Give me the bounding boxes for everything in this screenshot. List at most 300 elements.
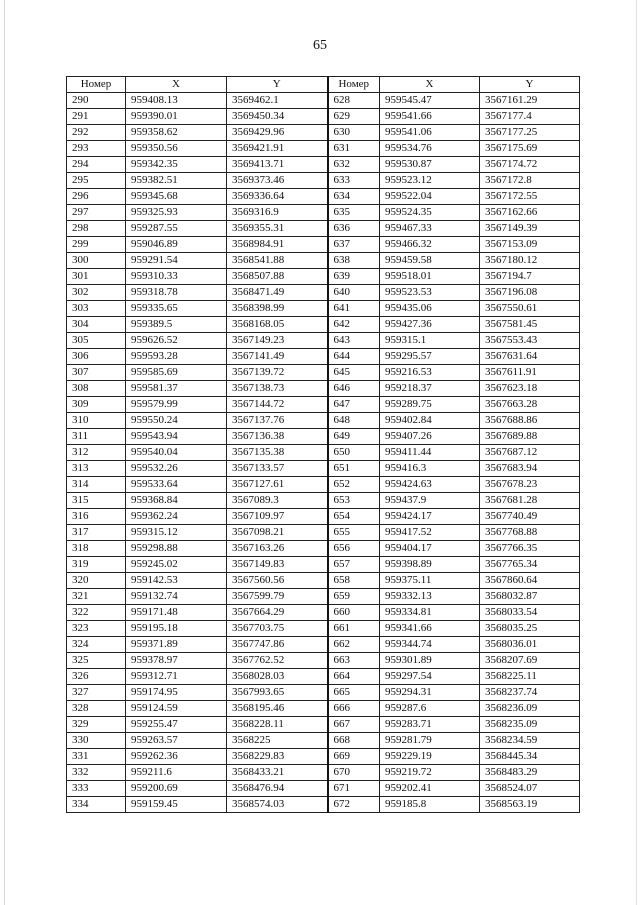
table-row — [67, 797, 580, 813]
cell-x-left: 959579.99 — [126, 397, 227, 413]
table-row — [67, 445, 580, 461]
header-y-left: Y — [227, 77, 328, 93]
table-row — [67, 605, 580, 621]
cell-number-left: 299 — [67, 237, 126, 253]
cell-x-right: 959398.89 — [380, 557, 480, 573]
cell-y-right: 3567688.86 — [480, 413, 580, 429]
cell-y-right: 3568483.29 — [480, 765, 580, 781]
cell-x-left: 959262.36 — [126, 749, 227, 765]
cell-x-right: 959202.41 — [380, 781, 480, 797]
cell-number-right: 648 — [328, 413, 380, 429]
table-row — [67, 429, 580, 445]
cell-x-right: 959534.76 — [380, 141, 480, 157]
cell-y-left: 3567163.26 — [227, 541, 328, 557]
cell-x-right: 959411.44 — [380, 445, 480, 461]
cell-number-right: 665 — [328, 685, 380, 701]
cell-number-left: 291 — [67, 109, 126, 125]
cell-x-left: 959533.64 — [126, 477, 227, 493]
cell-y-left: 3568507.88 — [227, 269, 328, 285]
table-row — [67, 493, 580, 509]
cell-y-left: 3567089.3 — [227, 493, 328, 509]
cell-y-right: 3567581.45 — [480, 317, 580, 333]
cell-y-right: 3567177.4 — [480, 109, 580, 125]
cell-x-left: 959350.56 — [126, 141, 227, 157]
cell-y-left: 3567139.72 — [227, 365, 328, 381]
cell-x-left: 959382.51 — [126, 173, 227, 189]
cell-number-right: 641 — [328, 301, 380, 317]
table-row — [67, 477, 580, 493]
cell-x-left: 959368.84 — [126, 493, 227, 509]
cell-x-left: 959200.69 — [126, 781, 227, 797]
cell-x-left: 959345.68 — [126, 189, 227, 205]
cell-y-right: 3568225.11 — [480, 669, 580, 685]
cell-number-right: 649 — [328, 429, 380, 445]
cell-x-left: 959371.89 — [126, 637, 227, 653]
table-row — [67, 269, 580, 285]
cell-x-right: 959522.04 — [380, 189, 480, 205]
cell-number-left: 311 — [67, 429, 126, 445]
cell-x-right: 959424.17 — [380, 509, 480, 525]
cell-number-left: 295 — [67, 173, 126, 189]
table-row — [67, 237, 580, 253]
cell-y-left: 3568225 — [227, 733, 328, 749]
table-row — [67, 285, 580, 301]
cell-number-left: 305 — [67, 333, 126, 349]
table-row — [67, 365, 580, 381]
cell-y-right: 3567153.09 — [480, 237, 580, 253]
table-row — [67, 349, 580, 365]
cell-number-right: 636 — [328, 221, 380, 237]
cell-x-left: 959159.45 — [126, 797, 227, 813]
cell-x-left: 959298.88 — [126, 541, 227, 557]
cell-number-right: 669 — [328, 749, 380, 765]
cell-y-left: 3568476.94 — [227, 781, 328, 797]
table-row — [67, 573, 580, 589]
cell-number-right: 666 — [328, 701, 380, 717]
cell-number-right: 628 — [328, 93, 380, 109]
cell-number-right: 637 — [328, 237, 380, 253]
cell-number-left: 296 — [67, 189, 126, 205]
table-row — [67, 205, 580, 221]
cell-y-left: 3569462.1 — [227, 93, 328, 109]
cell-y-left: 3567560.56 — [227, 573, 328, 589]
cell-y-right: 3567177.25 — [480, 125, 580, 141]
cell-x-right: 959218.37 — [380, 381, 480, 397]
cell-x-right: 959427.36 — [380, 317, 480, 333]
cell-x-right: 959541.06 — [380, 125, 480, 141]
table-row — [67, 397, 580, 413]
cell-x-left: 959287.55 — [126, 221, 227, 237]
header-y-right: Y — [480, 77, 580, 93]
cell-y-right: 3567687.12 — [480, 445, 580, 461]
cell-y-right: 3568524.07 — [480, 781, 580, 797]
table-row — [67, 685, 580, 701]
cell-number-right: 653 — [328, 493, 380, 509]
cell-number-right: 639 — [328, 269, 380, 285]
cell-number-left: 293 — [67, 141, 126, 157]
cell-y-left: 3569336.64 — [227, 189, 328, 205]
cell-y-right: 3567663.28 — [480, 397, 580, 413]
cell-y-right: 3567860.64 — [480, 573, 580, 589]
cell-number-left: 290 — [67, 93, 126, 109]
cell-number-right: 630 — [328, 125, 380, 141]
cell-x-left: 959325.93 — [126, 205, 227, 221]
cell-y-left: 3567135.38 — [227, 445, 328, 461]
table-row — [67, 253, 580, 269]
cell-number-right: 647 — [328, 397, 380, 413]
cell-y-right: 3567553.43 — [480, 333, 580, 349]
cell-y-left: 3567133.57 — [227, 461, 328, 477]
table-row — [67, 413, 580, 429]
cell-number-left: 319 — [67, 557, 126, 573]
table-row — [67, 189, 580, 205]
cell-y-left: 3568433.21 — [227, 765, 328, 781]
cell-x-left: 959358.62 — [126, 125, 227, 141]
cell-x-right: 959524.35 — [380, 205, 480, 221]
cell-x-right: 959404.17 — [380, 541, 480, 557]
table-row — [67, 749, 580, 765]
cell-x-left: 959310.33 — [126, 269, 227, 285]
table-row — [67, 317, 580, 333]
cell-number-right: 662 — [328, 637, 380, 653]
cell-y-left: 3567141.49 — [227, 349, 328, 365]
cell-y-left: 3569373.46 — [227, 173, 328, 189]
cell-number-left: 321 — [67, 589, 126, 605]
cell-x-right: 959407.26 — [380, 429, 480, 445]
cell-y-right: 3567174.72 — [480, 157, 580, 173]
cell-y-right: 3567149.39 — [480, 221, 580, 237]
cell-x-right: 959229.19 — [380, 749, 480, 765]
cell-number-right: 657 — [328, 557, 380, 573]
cell-number-right: 656 — [328, 541, 380, 557]
cell-number-left: 297 — [67, 205, 126, 221]
cell-x-left: 959342.35 — [126, 157, 227, 173]
table-row — [67, 221, 580, 237]
cell-x-right: 959459.58 — [380, 253, 480, 269]
cell-number-right: 642 — [328, 317, 380, 333]
cell-number-left: 322 — [67, 605, 126, 621]
cell-y-right: 3567196.08 — [480, 285, 580, 301]
cell-y-right: 3568237.74 — [480, 685, 580, 701]
cell-y-right: 3567631.64 — [480, 349, 580, 365]
cell-x-right: 959289.75 — [380, 397, 480, 413]
cell-number-left: 323 — [67, 621, 126, 637]
cell-number-right: 672 — [328, 797, 380, 813]
cell-y-left: 3567149.23 — [227, 333, 328, 349]
cell-number-left: 307 — [67, 365, 126, 381]
cell-y-right: 3568033.54 — [480, 605, 580, 621]
cell-number-right: 670 — [328, 765, 380, 781]
cell-y-left: 3567138.73 — [227, 381, 328, 397]
cell-number-left: 326 — [67, 669, 126, 685]
cell-x-right: 959295.57 — [380, 349, 480, 365]
table-row — [67, 733, 580, 749]
cell-number-right: 643 — [328, 333, 380, 349]
table-row — [67, 381, 580, 397]
cell-x-right: 959283.71 — [380, 717, 480, 733]
cell-x-left: 959378.97 — [126, 653, 227, 669]
table-row — [67, 653, 580, 669]
cell-y-right: 3567175.69 — [480, 141, 580, 157]
cell-number-right: 644 — [328, 349, 380, 365]
cell-x-right: 959435.06 — [380, 301, 480, 317]
table-row — [67, 669, 580, 685]
cell-number-right: 632 — [328, 157, 380, 173]
cell-y-left: 3569429.96 — [227, 125, 328, 141]
cell-number-right: 652 — [328, 477, 380, 493]
cell-y-right: 3568234.59 — [480, 733, 580, 749]
cell-x-right: 959530.87 — [380, 157, 480, 173]
cell-y-left: 3568229.83 — [227, 749, 328, 765]
header-number-right: Номер — [328, 77, 380, 93]
cell-x-left: 959174.95 — [126, 685, 227, 701]
cell-x-left: 959550.24 — [126, 413, 227, 429]
table-row — [67, 637, 580, 653]
cell-number-left: 308 — [67, 381, 126, 397]
cell-number-left: 301 — [67, 269, 126, 285]
cell-number-left: 329 — [67, 717, 126, 733]
cell-y-left: 3567762.52 — [227, 653, 328, 669]
cell-x-right: 959334.81 — [380, 605, 480, 621]
table-row — [67, 589, 580, 605]
cell-y-left: 3569316.9 — [227, 205, 328, 221]
cell-number-left: 309 — [67, 397, 126, 413]
table-row — [67, 717, 580, 733]
cell-number-left: 334 — [67, 797, 126, 813]
cell-y-right: 3567765.34 — [480, 557, 580, 573]
table-row — [67, 109, 580, 125]
cell-x-right: 959332.13 — [380, 589, 480, 605]
cell-y-left: 3569413.71 — [227, 157, 328, 173]
cell-x-right: 959545.47 — [380, 93, 480, 109]
cell-y-right: 3567740.49 — [480, 509, 580, 525]
cell-x-right: 959219.72 — [380, 765, 480, 781]
cell-number-left: 317 — [67, 525, 126, 541]
table-row — [67, 301, 580, 317]
cell-number-right: 661 — [328, 621, 380, 637]
cell-x-left: 959142.53 — [126, 573, 227, 589]
cell-number-left: 304 — [67, 317, 126, 333]
table-header-row — [67, 77, 580, 93]
table-row — [67, 701, 580, 717]
table-row — [67, 525, 580, 541]
cell-x-left: 959211.6 — [126, 765, 227, 781]
cell-x-left: 959626.52 — [126, 333, 227, 349]
cell-y-right: 3568035.25 — [480, 621, 580, 637]
cell-y-right: 3567172.55 — [480, 189, 580, 205]
scan-edge-right — [636, 0, 637, 905]
cell-number-right: 658 — [328, 573, 380, 589]
cell-x-right: 959541.66 — [380, 109, 480, 125]
cell-number-right: 659 — [328, 589, 380, 605]
table-row — [67, 461, 580, 477]
cell-y-right: 3567689.88 — [480, 429, 580, 445]
cell-number-right: 638 — [328, 253, 380, 269]
cell-number-left: 314 — [67, 477, 126, 493]
table-body — [67, 93, 580, 813]
cell-y-left: 3567747.86 — [227, 637, 328, 653]
cell-x-right: 959216.53 — [380, 365, 480, 381]
table-row — [67, 621, 580, 637]
cell-y-left: 3568574.03 — [227, 797, 328, 813]
cell-y-left: 3568471.49 — [227, 285, 328, 301]
cell-number-left: 300 — [67, 253, 126, 269]
cell-number-left: 298 — [67, 221, 126, 237]
cell-x-right: 959341.66 — [380, 621, 480, 637]
cell-x-left: 959195.18 — [126, 621, 227, 637]
cell-x-right: 959437.9 — [380, 493, 480, 509]
table-row — [67, 557, 580, 573]
cell-y-left: 3568195.46 — [227, 701, 328, 717]
header-x-right: X — [380, 77, 480, 93]
cell-y-left: 3569355.31 — [227, 221, 328, 237]
cell-y-right: 3567162.66 — [480, 205, 580, 221]
cell-y-left: 3569450.34 — [227, 109, 328, 125]
cell-number-left: 332 — [67, 765, 126, 781]
cell-x-right: 959185.8 — [380, 797, 480, 813]
table-row — [67, 157, 580, 173]
cell-y-right: 3568236.09 — [480, 701, 580, 717]
cell-x-left: 959390.01 — [126, 109, 227, 125]
cell-y-left: 3567136.38 — [227, 429, 328, 445]
cell-x-left: 959263.57 — [126, 733, 227, 749]
cell-y-left: 3567599.79 — [227, 589, 328, 605]
cell-y-left: 3568228.11 — [227, 717, 328, 733]
cell-number-left: 294 — [67, 157, 126, 173]
cell-x-right: 959424.63 — [380, 477, 480, 493]
table-row — [67, 93, 580, 109]
cell-number-left: 313 — [67, 461, 126, 477]
cell-x-right: 959467.33 — [380, 221, 480, 237]
cell-number-left: 331 — [67, 749, 126, 765]
cell-x-left: 959318.78 — [126, 285, 227, 301]
cell-y-left: 3568028.03 — [227, 669, 328, 685]
cell-number-right: 667 — [328, 717, 380, 733]
cell-number-left: 303 — [67, 301, 126, 317]
cell-x-left: 959245.02 — [126, 557, 227, 573]
cell-x-right: 959375.11 — [380, 573, 480, 589]
header-number-left: Номер — [67, 77, 126, 93]
cell-x-right: 959281.79 — [380, 733, 480, 749]
cell-number-right: 655 — [328, 525, 380, 541]
cell-x-right: 959287.6 — [380, 701, 480, 717]
cell-y-left: 3567137.76 — [227, 413, 328, 429]
cell-number-left: 324 — [67, 637, 126, 653]
cell-x-left: 959543.94 — [126, 429, 227, 445]
cell-y-right: 3567678.23 — [480, 477, 580, 493]
cell-number-right: 631 — [328, 141, 380, 157]
table-row — [67, 173, 580, 189]
cell-number-left: 330 — [67, 733, 126, 749]
cell-number-left: 302 — [67, 285, 126, 301]
cell-number-right: 635 — [328, 205, 380, 221]
cell-x-left: 959408.13 — [126, 93, 227, 109]
cell-x-left: 959046.89 — [126, 237, 227, 253]
cell-x-left: 959315.12 — [126, 525, 227, 541]
cell-x-left: 959362.24 — [126, 509, 227, 525]
cell-x-right: 959466.32 — [380, 237, 480, 253]
cell-number-right: 645 — [328, 365, 380, 381]
cell-x-left: 959389.5 — [126, 317, 227, 333]
cell-number-left: 320 — [67, 573, 126, 589]
cell-x-left: 959291.54 — [126, 253, 227, 269]
cell-y-right: 3567550.61 — [480, 301, 580, 317]
table-row — [67, 541, 580, 557]
cell-x-left: 959581.37 — [126, 381, 227, 397]
cell-x-right: 959297.54 — [380, 669, 480, 685]
cell-x-left: 959540.04 — [126, 445, 227, 461]
cell-number-left: 306 — [67, 349, 126, 365]
cell-y-left: 3567664.29 — [227, 605, 328, 621]
cell-y-right: 3567681.28 — [480, 493, 580, 509]
cell-x-right: 959344.74 — [380, 637, 480, 653]
table-row — [67, 141, 580, 157]
cell-x-left: 959585.69 — [126, 365, 227, 381]
cell-y-right: 3568563.19 — [480, 797, 580, 813]
page-number: 65 — [313, 38, 327, 53]
cell-y-left: 3568541.88 — [227, 253, 328, 269]
cell-number-left: 318 — [67, 541, 126, 557]
scan-edge-left — [4, 0, 5, 905]
cell-y-right: 3568032.87 — [480, 589, 580, 605]
cell-number-left: 325 — [67, 653, 126, 669]
table-row — [67, 765, 580, 781]
cell-x-left: 959132.74 — [126, 589, 227, 605]
cell-x-right: 959402.84 — [380, 413, 480, 429]
cell-number-left: 327 — [67, 685, 126, 701]
cell-y-right: 3567172.8 — [480, 173, 580, 189]
cell-number-right: 634 — [328, 189, 380, 205]
cell-y-right: 3567161.29 — [480, 93, 580, 109]
cell-x-left: 959171.48 — [126, 605, 227, 621]
cell-number-left: 310 — [67, 413, 126, 429]
cell-x-left: 959255.47 — [126, 717, 227, 733]
cell-y-left: 3569421.91 — [227, 141, 328, 157]
cell-number-left: 292 — [67, 125, 126, 141]
cell-y-right: 3567766.35 — [480, 541, 580, 557]
cell-number-right: 664 — [328, 669, 380, 685]
cell-number-left: 333 — [67, 781, 126, 797]
cell-y-left: 3567109.97 — [227, 509, 328, 525]
table-row — [67, 781, 580, 797]
cell-number-right: 629 — [328, 109, 380, 125]
cell-number-right: 654 — [328, 509, 380, 525]
cell-x-right: 959294.31 — [380, 685, 480, 701]
cell-x-right: 959523.53 — [380, 285, 480, 301]
cell-x-right: 959417.52 — [380, 525, 480, 541]
cell-y-right: 3567623.18 — [480, 381, 580, 397]
cell-number-right: 671 — [328, 781, 380, 797]
cell-number-right: 646 — [328, 381, 380, 397]
cell-y-left: 3568398.99 — [227, 301, 328, 317]
cell-x-right: 959416.3 — [380, 461, 480, 477]
cell-y-right: 3567194.7 — [480, 269, 580, 285]
cell-x-left: 959593.28 — [126, 349, 227, 365]
cell-number-left: 316 — [67, 509, 126, 525]
cell-number-right: 651 — [328, 461, 380, 477]
cell-number-right: 663 — [328, 653, 380, 669]
cell-number-right: 660 — [328, 605, 380, 621]
cell-number-left: 328 — [67, 701, 126, 717]
cell-y-left: 3567144.72 — [227, 397, 328, 413]
cell-y-right: 3567768.88 — [480, 525, 580, 541]
cell-x-right: 959518.01 — [380, 269, 480, 285]
cell-y-right: 3568445.34 — [480, 749, 580, 765]
cell-x-left: 959312.71 — [126, 669, 227, 685]
cell-y-left: 3568168.05 — [227, 317, 328, 333]
cell-y-right: 3567611.91 — [480, 365, 580, 381]
cell-y-left: 3567993.65 — [227, 685, 328, 701]
